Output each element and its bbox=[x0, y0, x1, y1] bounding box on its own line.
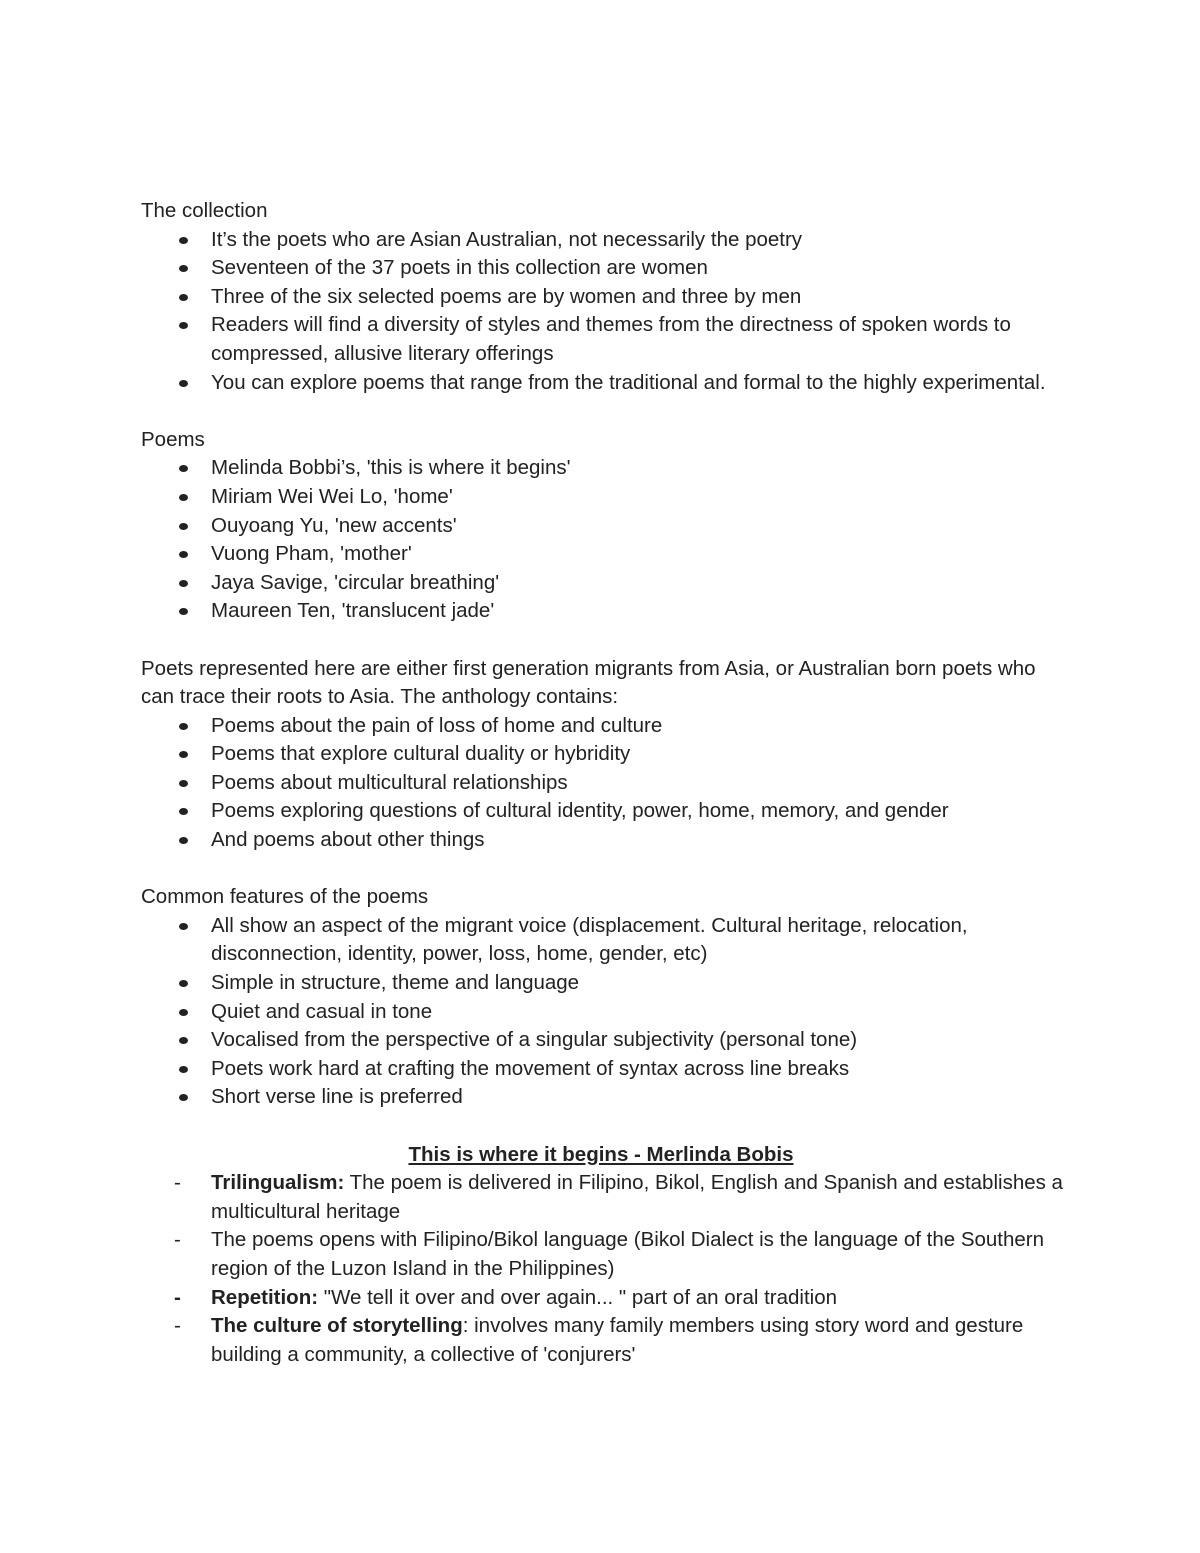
list-item: Poems that explore cultural duality or hybridity bbox=[141, 740, 1071, 769]
collection-heading: The collection bbox=[141, 199, 268, 222]
bullet-icon bbox=[179, 808, 188, 815]
list-item: Short verse line is preferred bbox=[141, 1083, 1071, 1112]
list-item: Readers will find a diversity of styles and themes from the directness of spoken words to compressed, allusive literary offerings bbox=[141, 311, 1071, 368]
poems-list bbox=[141, 454, 1071, 626]
term-description: "We tell it over and over again... " part of an oral tradition bbox=[318, 1285, 838, 1309]
bullet-icon bbox=[179, 723, 188, 730]
list-item: Vocalised from the perspective of a singular subjectivity (personal tone) bbox=[141, 1026, 1071, 1055]
list-item: Quiet and casual in tone bbox=[141, 998, 1071, 1027]
dash-marker: - bbox=[174, 1314, 181, 1338]
document-page bbox=[141, 197, 1071, 1369]
list-item: Melinda Bobbi’s, 'this is where it begins' bbox=[141, 454, 1071, 483]
bullet-icon bbox=[179, 608, 188, 615]
list-item bbox=[141, 1284, 1071, 1313]
term-description: : involves many family members using story word and gesture building a community, a collective of 'conjurers' bbox=[211, 1314, 1024, 1366]
list-item: Poets work hard at crafting the movement of syntax across line breaks bbox=[141, 1055, 1071, 1084]
list-item bbox=[141, 1169, 1071, 1226]
bullet-icon bbox=[179, 294, 188, 301]
poem-section-title: This is where it begins - Merlinda Bobis bbox=[408, 1142, 794, 1166]
poem-notes-list bbox=[141, 1169, 1071, 1369]
term-description: The poems opens with Filipino/Bikol language (Bikol Dialect is the language of the Southern region of the Luzon Island in the Philippines) bbox=[211, 1228, 1045, 1280]
list-item: All show an aspect of the migrant voice (displacement. Cultural heritage, relocation, disconnection, identity, power, loss, home, gender, etc) bbox=[141, 912, 1071, 969]
list-item: And poems about other things bbox=[141, 826, 1071, 855]
bullet-icon bbox=[179, 551, 188, 558]
anthology-intro: Poets represented here are either first generation migrants from Asia, or Australian born poets who can trace their roots to Asia. The anthology contains: bbox=[141, 656, 1036, 709]
bullet-icon bbox=[179, 1009, 188, 1016]
list-item: Poems about multicultural relationships bbox=[141, 769, 1071, 798]
list-item: Three of the six selected poems are by women and three by men bbox=[141, 283, 1071, 312]
bullet-icon bbox=[179, 322, 188, 329]
bullet-icon bbox=[179, 237, 188, 244]
bullet-icon bbox=[179, 837, 188, 844]
dash-marker: - bbox=[174, 1228, 181, 1252]
list-item: Simple in structure, theme and language bbox=[141, 969, 1071, 998]
bullet-icon bbox=[179, 780, 188, 787]
dash-marker: - bbox=[174, 1171, 181, 1195]
bullet-icon bbox=[179, 1037, 188, 1044]
list-item: Jaya Savige, 'circular breathing' bbox=[141, 569, 1071, 598]
list-item: Seventeen of the 37 poets in this collection are women bbox=[141, 254, 1071, 283]
term-description: The poem is delivered in Filipino, Bikol, English and Spanish and establishes a multicultural heritage bbox=[211, 1171, 1063, 1223]
list-item: Poems about the pain of loss of home and culture bbox=[141, 712, 1071, 741]
bullet-icon bbox=[179, 1094, 188, 1101]
features-list bbox=[141, 912, 1071, 1112]
anthology-list bbox=[141, 712, 1071, 855]
bullet-icon bbox=[179, 980, 188, 987]
bullet-icon bbox=[179, 751, 188, 758]
poems-heading: Poems bbox=[141, 427, 205, 451]
list-item: Ouyoang Yu, 'new accents' bbox=[141, 512, 1071, 541]
list-item: Maureen Ten, 'translucent jade' bbox=[141, 597, 1071, 626]
list-item: Miriam Wei Wei Lo, 'home' bbox=[141, 483, 1071, 512]
bullet-icon bbox=[179, 1066, 188, 1073]
term-label: Trilingualism: bbox=[211, 1171, 345, 1195]
bullet-icon bbox=[179, 465, 188, 472]
bullet-icon bbox=[179, 380, 188, 387]
list-item: You can explore poems that range from the traditional and formal to the highly experimental. bbox=[141, 369, 1071, 398]
term-label: The culture of storytelling bbox=[211, 1314, 463, 1338]
list-item bbox=[141, 1226, 1071, 1283]
bullet-icon bbox=[179, 580, 188, 587]
collection-list bbox=[141, 226, 1071, 398]
bullet-icon bbox=[179, 265, 188, 272]
features-heading: Common features of the poems bbox=[141, 885, 429, 909]
bullet-icon bbox=[179, 494, 188, 501]
list-item: Vuong Pham, 'mother' bbox=[141, 540, 1071, 569]
dash-marker: - bbox=[174, 1285, 181, 1309]
bullet-icon bbox=[179, 523, 188, 530]
list-item bbox=[141, 1312, 1071, 1369]
list-item: Poems exploring questions of cultural identity, power, home, memory, and gender bbox=[141, 797, 1071, 826]
bullet-icon bbox=[179, 923, 188, 930]
list-item: It’s the poets who are Asian Australian, not necessarily the poetry bbox=[141, 226, 1071, 255]
term-label: Repetition: bbox=[211, 1285, 319, 1309]
